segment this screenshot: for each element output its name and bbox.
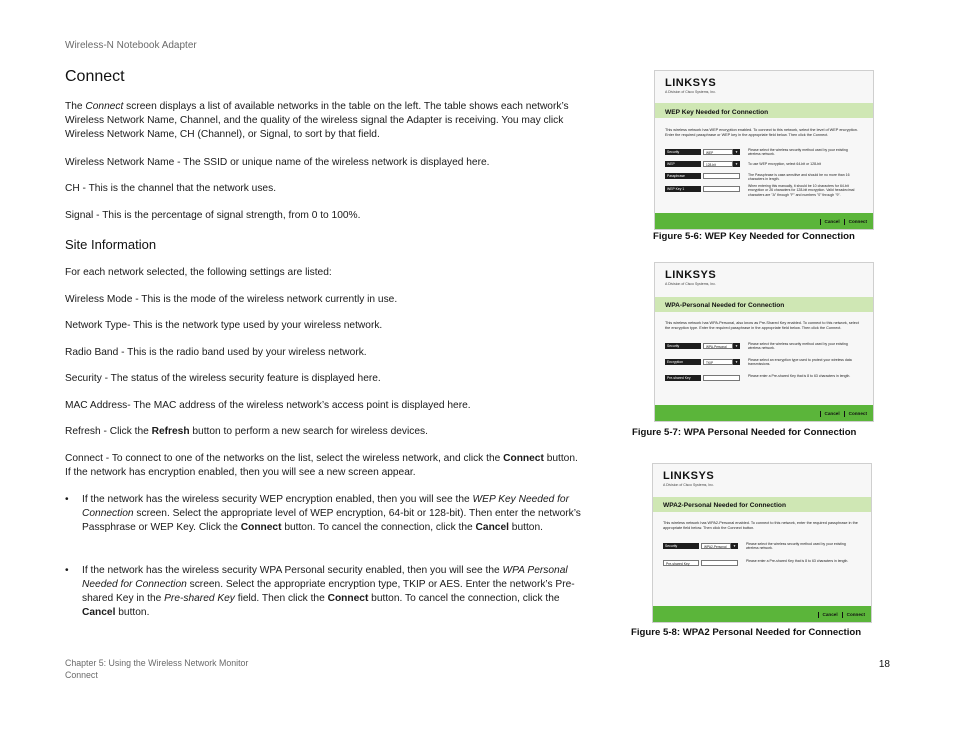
- cancel-button[interactable]: Cancel: [822, 612, 838, 618]
- page-number: 18: [878, 659, 890, 670]
- dialog-title: WEP Key Needed for Connection: [665, 109, 769, 116]
- bullet-wpa-t5: button.: [115, 607, 150, 618]
- site-item-network-type: Network Type- This is the network type used by your wireless network.: [65, 320, 383, 331]
- footer-section: Connect: [65, 670, 98, 680]
- definition-signal: Signal - This is the percentage of signal strength, from 0 to 100%.: [65, 210, 361, 221]
- chevron-down-icon[interactable]: ▼: [731, 543, 738, 549]
- bullet-wpa-t3: field. Then click the: [234, 593, 328, 604]
- figure-caption-wpa: Figure 5-7: WPA Personal Needed for Connection: [632, 427, 857, 438]
- wep-key-label: WEP Key 1: [665, 186, 701, 192]
- linksys-logo: LINKSYS: [665, 269, 717, 281]
- bullet-wep-b1: Connect: [240, 522, 282, 533]
- bullet-wep-text: [82, 493, 585, 535]
- bullet-wpa-t2: screen. Select the appropriate encryption type, TKIP or AES. Enter the network’s Pre-shared Key in the: [82, 579, 575, 604]
- security-label: Security: [665, 343, 701, 349]
- bullet-wep-i1: WEP Key Needed for Connection: [82, 494, 569, 519]
- chevron-down-icon[interactable]: ▼: [733, 149, 740, 155]
- bullet-wpa-i2: Pre-shared Key: [164, 593, 235, 604]
- pre-shared-key-input[interactable]: [701, 560, 738, 566]
- linksys-logo: LINKSYS: [663, 470, 715, 482]
- bullet-wep-t1: If the network has the wireless security WEP encryption enabled, then you will see the: [82, 494, 473, 505]
- connect-text-a: Connect - To connect to one of the networks on the list, select the wireless network, and click the: [65, 453, 504, 464]
- connect-button[interactable]: Connect: [848, 411, 867, 417]
- wpa2-dialog-screenshot: [652, 463, 872, 623]
- security-help: Please select the wireless security method used by your existing wireless network.: [748, 342, 848, 351]
- bullet-wpa-t1: If the network has the wireless security WPA Personal security enabled, then you will see the: [82, 565, 503, 576]
- refresh-text-a: Refresh - Click the: [65, 426, 152, 437]
- intro-text-c: screen displays a list of available networks in the table on the left. The table shows each network’s Wireless Network Name, Channel, and the quality of the wireless signal the Adapter is receiving. You may click Wireless Network Name, CH (Channel), or Signal, to sort by that field.: [65, 101, 569, 140]
- refresh-description: [65, 425, 585, 439]
- logo-subtitle: A Division of Cisco Systems, Inc.: [663, 483, 714, 487]
- dialog-title: WPA2-Personal Needed for Connection: [663, 502, 786, 509]
- dialog-buttons: [816, 411, 867, 417]
- site-information-heading: Site Information: [65, 237, 157, 252]
- security-label: Security: [663, 543, 699, 549]
- bullet-wpa-i1: WPA Personal Needed for Connection: [82, 565, 568, 590]
- chevron-down-icon[interactable]: ▼: [733, 359, 740, 365]
- dialog-intro: This wireless network has WEP encryption enabled. To connect to this network, select the level of WEP encryption. Enter the required passphrase or WEP key in the appropriate field below. Then click the Connect.: [665, 128, 858, 137]
- site-item-mac-address: MAC Address- The MAC address of the wireless network’s access point is displayed here.: [65, 400, 471, 411]
- bullet-wep-t3: button. To cancel the connection, click the: [281, 522, 476, 533]
- bullet-wpa-text: [82, 564, 585, 620]
- connect-button[interactable]: Connect: [846, 612, 865, 618]
- encryption-help: Please select an encryption type used to protect your wireless data transmissions.: [748, 358, 852, 367]
- bullet-wep: [65, 493, 585, 535]
- definition-channel: CH - This is the channel that the network uses.: [65, 183, 277, 194]
- security-label: Security: [665, 149, 701, 155]
- bullet-wep-t2: screen. Select the appropriate level of WEP encryption, 64-bit or 128-bit). Then enter the network’s Passphrase or WEP Key. Click the: [82, 508, 581, 533]
- linksys-logo: LINKSYS: [665, 77, 717, 89]
- pre-shared-key-label: Pre-shared Key: [665, 375, 701, 381]
- site-item-radio-band: Radio Band - This is the radio band used by your wireless network.: [65, 347, 367, 358]
- footer-chapter: Chapter 5: Using the Wireless Network Monitor: [65, 658, 249, 668]
- wpa-dialog-screenshot: [654, 262, 874, 422]
- logo-subtitle: A Division of Cisco Systems, Inc.: [665, 282, 716, 286]
- intro-paragraph: [65, 100, 585, 142]
- wep-level-select[interactable]: 128-bit: [703, 161, 733, 167]
- bullet-wpa: [65, 564, 585, 620]
- cancel-button[interactable]: Cancel: [824, 219, 840, 225]
- bullet-wpa-b2: Cancel: [82, 607, 116, 618]
- intro-text-b: Connect: [85, 101, 124, 112]
- pre-shared-key-help: Please enter a Pre-shared Key that is 8 to 63 characters in length.: [748, 374, 851, 378]
- dialog-buttons: [816, 219, 867, 225]
- definition-name: Wireless Network Name - The SSID or unique name of the wireless network is displayed here.: [65, 157, 490, 168]
- dialog-buttons: [814, 612, 865, 618]
- wep-level-help: To use WEP encryption, select 64-bit or 128-bit: [748, 162, 821, 166]
- dialog-intro: This wireless network has WPA2-Personal enabled. To connect to this network, enter the required passphrase in the appropriate field below. Then click the Connect button.: [663, 521, 858, 530]
- cancel-button[interactable]: Cancel: [824, 411, 840, 417]
- chevron-down-icon[interactable]: ▼: [733, 343, 740, 349]
- security-select[interactable]: WPA-Personal: [703, 343, 733, 349]
- connect-description: [65, 452, 585, 480]
- passphrase-label: Passphrase: [665, 173, 701, 179]
- site-lead: For each network selected, the following settings are listed:: [65, 267, 332, 278]
- wep-key-input[interactable]: [703, 186, 740, 192]
- bullet-wpa-t4: button. To cancel the connection, click the: [368, 593, 560, 604]
- security-select[interactable]: WPA2-Personal: [701, 543, 731, 549]
- wep-key-help: When entering this manually, it should be 10 characters for 64-bit encryption or 26 characters for 128-bit encryption. Valid hexadecimal characters are "A" through "F" and numbers "0" through "9".: [748, 184, 855, 197]
- encryption-label: Encryption: [665, 359, 701, 365]
- connect-text-c: button. If the network has encryption enabled, then you will see a new screen appear.: [65, 453, 578, 478]
- chevron-down-icon[interactable]: ▼: [733, 161, 740, 167]
- connect-button[interactable]: Connect: [848, 219, 867, 225]
- security-help: Please select the wireless security method used by your existing wireless network.: [746, 542, 846, 551]
- pre-shared-key-label: Pre-shared Key: [663, 560, 699, 566]
- bullet-wep-t4: button.: [508, 522, 543, 533]
- intro-text-a: The: [65, 101, 86, 112]
- refresh-text-c: button to perform a new search for wireless devices.: [189, 426, 428, 437]
- wep-dialog-screenshot: [654, 70, 874, 230]
- site-item-security: Security - The status of the wireless security feature is displayed here.: [65, 373, 381, 384]
- bullet-wep-b2: Cancel: [475, 522, 509, 533]
- figure-caption-wpa2: Figure 5-8: WPA2 Personal Needed for Connection: [631, 627, 862, 638]
- bullet-dot: •: [65, 565, 69, 576]
- bullet-wpa-b1: Connect: [327, 593, 369, 604]
- logo-subtitle: A Division of Cisco Systems, Inc.: [665, 90, 716, 94]
- security-select[interactable]: WEP: [703, 149, 733, 155]
- dialog-title: WPA-Personal Needed for Connection: [665, 302, 785, 309]
- passphrase-input[interactable]: [703, 173, 740, 179]
- encryption-select[interactable]: TKIP: [703, 359, 733, 365]
- wep-level-label: WEP: [665, 161, 701, 167]
- refresh-text-b: Refresh: [151, 426, 190, 437]
- bullet-dot: •: [65, 494, 69, 505]
- pre-shared-key-input[interactable]: [703, 375, 740, 381]
- security-help: Please select the wireless security method used by your existing wireless network.: [748, 148, 848, 157]
- passphrase-help: The Passphrase is case-sensitive and should be no more than 16 characters in length.: [748, 173, 850, 182]
- section-title: Connect: [65, 68, 125, 85]
- dialog-intro: This wireless network has WPA-Personal, also know as Pre-Shared Key enabled. To connect to this network, select the encryption type. Enter the required passphrase in the appropriate field below. Then click the Connect.: [665, 321, 859, 330]
- site-item-wireless-mode: Wireless Mode - This is the mode of the wireless network currently in use.: [65, 294, 398, 305]
- connect-text-b: Connect: [503, 453, 544, 464]
- running-header: Wireless-N Notebook Adapter: [65, 40, 197, 51]
- figure-caption-wep: Figure 5-6: WEP Key Needed for Connection: [653, 231, 855, 242]
- pre-shared-key-help: Please enter a Pre-shared Key that is 8 to 63 characters in length.: [746, 559, 849, 563]
